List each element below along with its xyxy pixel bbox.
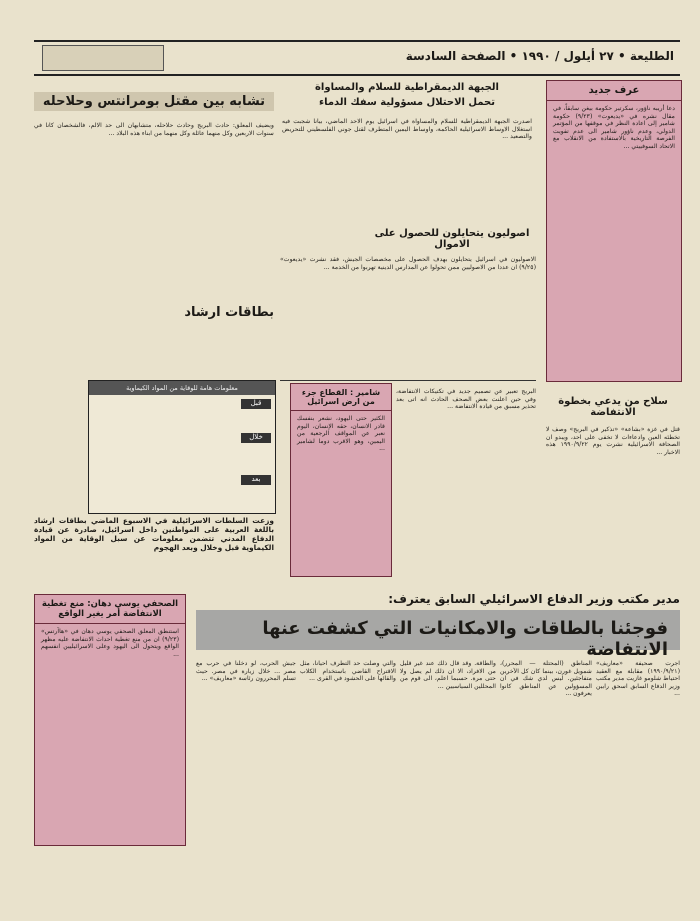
guidance-label-before: قبل bbox=[241, 399, 271, 409]
issue-line: الطليعة • ٢٧ أيلول / ١٩٩٠ • الصفحة السادسة bbox=[405, 49, 674, 63]
front-subtitle: تحمل الاحتلال مسؤولية سفك الدماء bbox=[318, 97, 496, 108]
main-col-5: جيش الحرب، لو دخلنا في حرب مع مصر ... خلال زيارة في مصر. حيث تسلم المحررون رئاسة «معاريف» ... bbox=[196, 660, 296, 683]
article-title: شامير : القطاع جزء من ارض اسرائيل bbox=[291, 384, 391, 411]
guidance-caption: وزعت السلطات الاسرائيلية في الاسبوع الماضي بطاقات ارشاد باللغة العربية على المواطنين داخل اسرائيل، صادرة عن قيادة الدفاع المدني تتضمن معلومات عن سبل الوقاية من المواد الكيماوية قبل وخلال وبعد الهجوم bbox=[34, 516, 274, 552]
headline-band bbox=[196, 610, 680, 660]
guidance-card-header: معلومات هامة للوقاية من المواد الكيماوية bbox=[89, 381, 275, 395]
divider bbox=[280, 380, 536, 381]
tips-title: سلاح من يدعي بخطوة الانتفاضة bbox=[558, 396, 668, 418]
main-col-2: المناطق (المحتلة — المحرر)، شمويل غورن، بينما كان كل الآخرين متفاجئين. ليس لدي شك في ان المسؤولين عن المناطق كانوا يعرفون ... bbox=[500, 660, 592, 698]
article-new-tunnel bbox=[546, 80, 682, 382]
main-headline: فوجئنا بالطاقات والامكانيات التي كشفت عنها الانتفاضة bbox=[262, 618, 668, 660]
front-body: اصدرت الجبهة الديمقراطية للسلام والمساواة في اسرائيل يوم الاحد الماضي، بيانا شجبت فيه استغلال الاوساط الاسرائيلية الحاكمة، واوساط اليمين المتطرف لقتل جوني الفلسطيني للتحريض والتصعيد ... bbox=[282, 118, 532, 141]
article-shamir bbox=[290, 383, 392, 577]
guidance-label-during: خلال bbox=[241, 433, 271, 443]
tips-body: قتل في غزة «بشاعة» «تذكير في البريج» وصف لا تخطئه العين وادعاءات لا تخفى على احد، ويبدو ان الصحافة الاسرائيلية نشرت يوم ١٩٩٠/٩/٢٢ هذه الاخبار ... bbox=[546, 426, 680, 456]
main-col-4: والتي وصلت حد التطرف احيانا، مثل الاقتراح القاضي باستخدام الكلاب والقائها على الحشود في القرى ... bbox=[300, 660, 396, 683]
orthodox-body: الاصوليون في اسرائيل يتحايلون بهدف الحصول على مخصصات الجيش، فقد نشرت «يديعوت» (٩/٢٥) ان عددا من الاصوليين ممن تحولوا عن المدارس الدينية تهربوا من الخدمة ... bbox=[280, 256, 536, 271]
main-col-3: والطاقة. وقد قال ذلك عند غير قليل من الافراد، الا ان ذلك لم يصل ولا حتى مرة. حسبما اعلم، الى قوم من المحللين السياسيين ... bbox=[400, 660, 496, 690]
masthead-logo bbox=[42, 45, 164, 71]
main-kicker: مدير مكتب وزير الدفاع الاسرائيلي السابق يعترف: bbox=[388, 592, 680, 606]
article-body: دعا أريبه ناؤور، سكرتير حكومة بيغن سابقاً، في مقال نشره في «يديعوت» (٩/٢٣) حكومة شامير إلى اعادة النظر في موقفها من المؤتمر الدولي، وعدم ناؤور شامير الى عدم تفويت الفرصة التاريخية بالاستفادة من الانقلاب مع الاتحاد السوفييتي ... bbox=[553, 105, 676, 150]
article-title: الصحفي يوسي دهان: منع تغطية الانتفاضة أمر يغير الواقع bbox=[35, 595, 185, 624]
main-col-1: اجرت صحيفة «معاريف» (١٩٩٠/٩/٢١) مقابلة مع العقيد احتياط شلومو غازيت مدير مكتب وزير الدفاع السابق اسحق رابين ... bbox=[596, 660, 680, 698]
guidance-title: بطاقات ارشاد bbox=[184, 305, 274, 320]
article-body: استنطق المعلق الصحفي يوسي دهان في «هاآرتس» (٩/٢٣) ان من منع تغطية احداث الانتفاضة عليه مظهر الواقع ويتحول الى اليهود وعلى الاسرائيليين انفسهم ... bbox=[41, 628, 179, 658]
center-body: البريج تعبير عن تصميم جديد في تكتيكات الانتفاضة، وفي حين اعلنت بعض الصحف الحادث انه اتى بعد تحذير مسبق من قيادة الانتفاضة ... bbox=[396, 388, 536, 411]
guidance-label-after: بعد bbox=[241, 475, 271, 485]
article-title: عرف جديد bbox=[547, 81, 681, 101]
boycott-title: تشابه بين مقتل بومرانتس وحلاحله bbox=[34, 92, 274, 111]
guidance-card bbox=[88, 380, 276, 514]
article-body: الكثير حتى اليهود، نشعر بنفسك قادر الانسان، حقه الإنسان، اليوم نعبر عن المواقف الرجعية من اليمين، وهو الاقرب دوما لشامير ... bbox=[297, 415, 385, 453]
page-header bbox=[34, 40, 680, 76]
boycott-body: ويضيف المعلق: حادث البريج وحادث حلاحله، متشابهان الى حد الالم، فالشخصان كانا في سنوات الاربعين وكل منهما عائلة وكل منهما من ابناء هذه البلاد ... bbox=[34, 122, 274, 137]
front-title: الجبهة الديمقراطية للسلام والمساواة bbox=[315, 82, 499, 93]
article-dahan bbox=[34, 594, 186, 846]
orthodox-title: اصوليون يتحايلون للحصول على الاموال bbox=[374, 228, 530, 250]
